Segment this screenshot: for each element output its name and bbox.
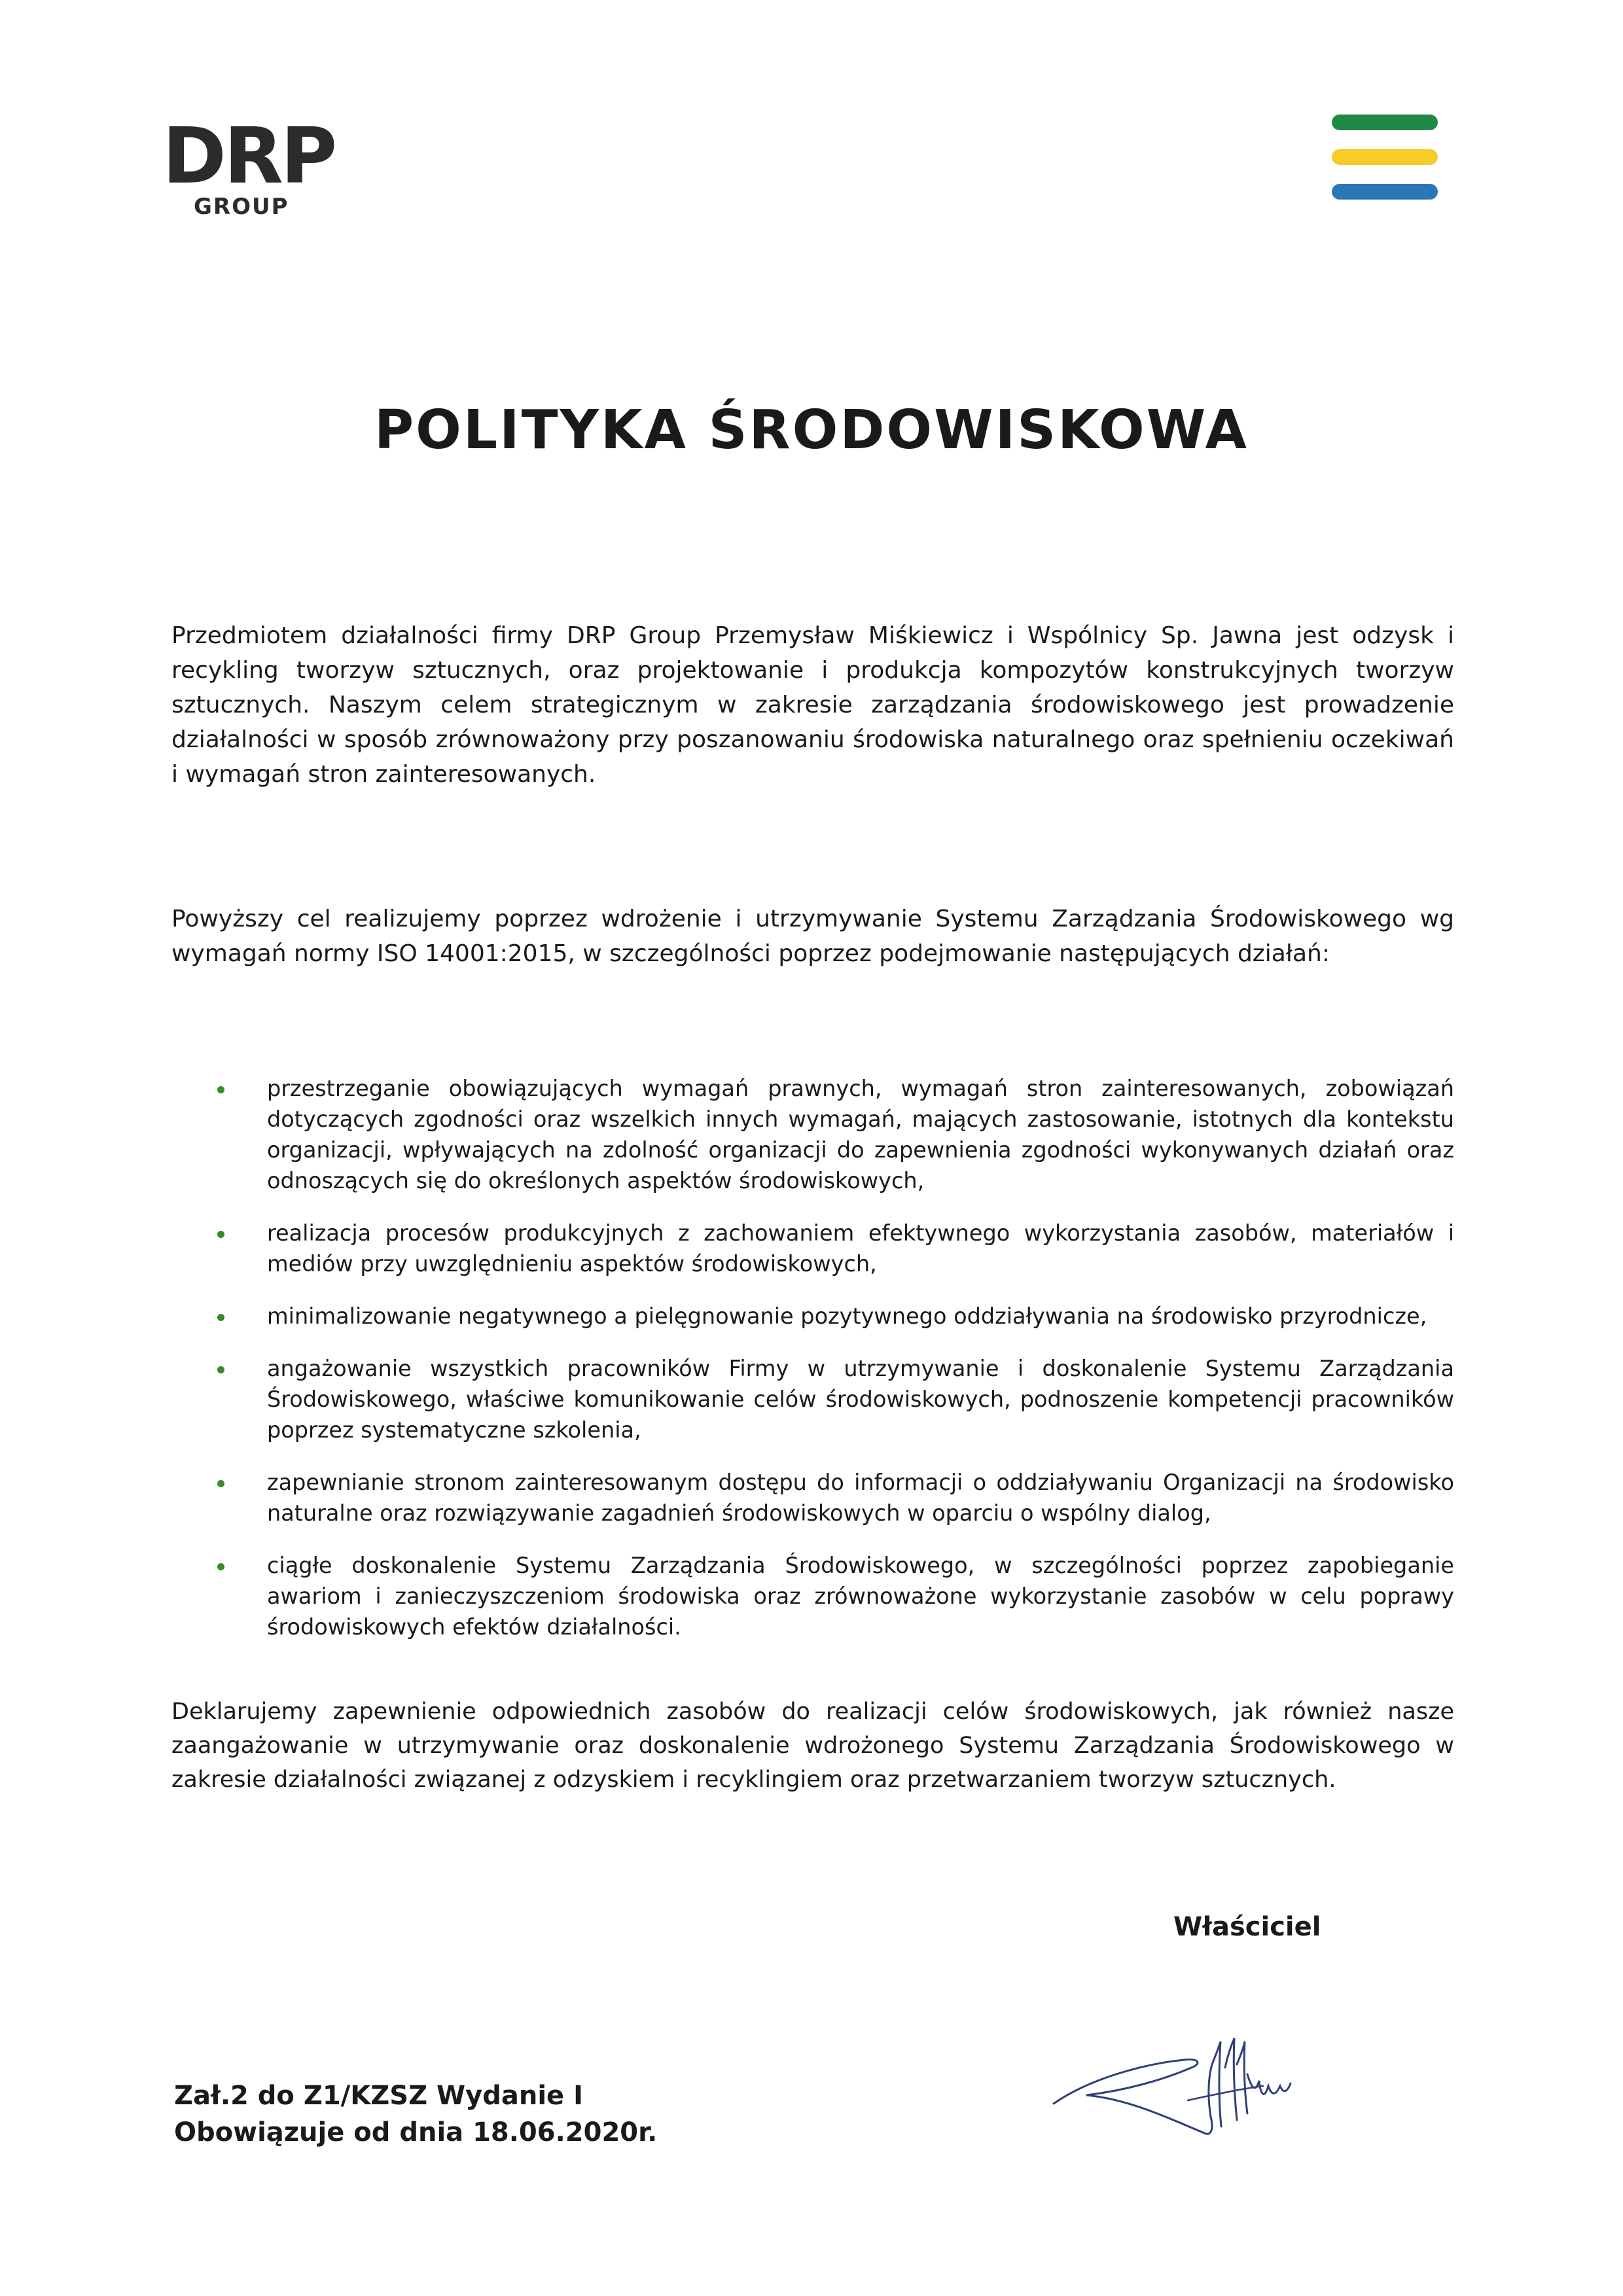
footer-effective-date: Obowiązuje od dnia 18.06.2020r. [174, 2117, 658, 2147]
list-item [171, 1550, 1454, 1642]
goal-paragraph: Powyższy cel realizujemy poprzez wdrożenie i utrzymywanie Systemu Zarządzania Środowiskowego wg wymagań normy ISO 14001:2015, w szczególności poprzez podejmowanie następujących działań: [171, 906, 1454, 967]
declaration-paragraph: Deklarujemy zapewnienie odpowiednich zasobów do realizacji celów środowiskowych, jak również nasze zaangażowanie w utrzymywanie oraz doskonalenie wdrożonego Systemu Zarządzania Środowiskowego w zakresie działalności związanej z odzyskiem i recyklingiem oraz przetwarzaniem tworzyw sztucznych. [171, 1699, 1454, 1793]
footer-revision: Zał.2 do Z1/KZSZ Wydanie I [174, 2081, 583, 2111]
logo-subtext: GROUP [194, 194, 289, 220]
blue-stripe [1332, 184, 1438, 200]
logo-mark: DRP [162, 111, 335, 201]
list-item [171, 1353, 1454, 1445]
bullet-icon [217, 1231, 224, 1238]
page-title: POLITYKA ŚRODOWISKOWA [374, 399, 1249, 461]
yellow-stripe [1332, 149, 1438, 165]
bullet-icon [217, 1366, 224, 1373]
actions-list [171, 1073, 1454, 1664]
list-item-text: przestrzeganie obowiązujących wymagań prawnych, wymagań stron zainteresowanych, zobowiązań dotyczących zgodności oraz wszelkich innych wymagań, mających zastosowanie, istotnych dla kontekstu organizacji, wpływających na zdolność organizacji do zapewnienia zgodności wykonywanych działań oraz odnoszących się do określonych aspektów środowiskowych, [267, 1076, 1454, 1193]
handwritten-signature [1047, 2002, 1374, 2153]
bullet-icon [217, 1086, 224, 1093]
list-item-text: minimalizowanie negatywnego a pielęgnowanie pozytywnego oddziaływania na środowisko przyrodnicze, [267, 1303, 1427, 1329]
signatory-role: Właściciel [1173, 1912, 1321, 1942]
bullet-icon [217, 1480, 224, 1487]
list-item [171, 1301, 1454, 1332]
intro-paragraph: Przedmiotem działalności firmy DRP Group Przemysław Miśkiewicz i Wspólnicy Sp. Jawna jest odzysk i recykling tworzyw sztucznych, oraz projektowanie i produkcja kompozytów konstrukcyjnych tworzyw sztucznych. Naszym celem strategicznym w zakresie zarządzania środowiskowego jest prowadzenie działalności w sposób zrównoważony przy poszanowaniu środowiska naturalnego oraz spełnieniu oczekiwań i wymagań stron zainteresowanych. [171, 622, 1454, 788]
green-stripe [1332, 115, 1438, 130]
list-item-text: angażowanie wszystkich pracowników Firmy w utrzymywanie i doskonalenie Systemu Zarządzania Środowiskowego, właściwe komunikowanie celów środowiskowych, podnoszenie kompetencji pracowników poprzez systematyczne szkolenia, [267, 1356, 1454, 1443]
document-footer [174, 2077, 657, 2151]
list-item [171, 1218, 1454, 1279]
company-logo [162, 111, 335, 228]
list-item-text: realizacja procesów produkcyjnych z zachowaniem efektywnego wykorzystania zasobów, materiałów i mediów przy uwzględnieniu aspektów środowiskowych, [267, 1220, 1454, 1277]
bullet-icon [217, 1314, 224, 1321]
list-item [171, 1467, 1454, 1528]
bullet-icon [217, 1563, 224, 1570]
list-item-text: ciągłe doskonalenie Systemu Zarządzania Środowiskowego, w szczególności poprzez zapobieganie awariom i zanieczyszczeniom środowiska oraz zrównoważone wykorzystanie zasobów w celu poprawy środowiskowych efektów działalności. [267, 1553, 1454, 1640]
list-item-text: zapewnianie stronom zainteresowanym dostępu do informacji o oddziaływaniu Organizacji na środowisko naturalne oraz rozwiązywanie zagadnień środowiskowych w oparciu o wspólny dialog, [267, 1470, 1454, 1526]
list-item [171, 1073, 1454, 1196]
brand-stripes [1332, 115, 1440, 200]
